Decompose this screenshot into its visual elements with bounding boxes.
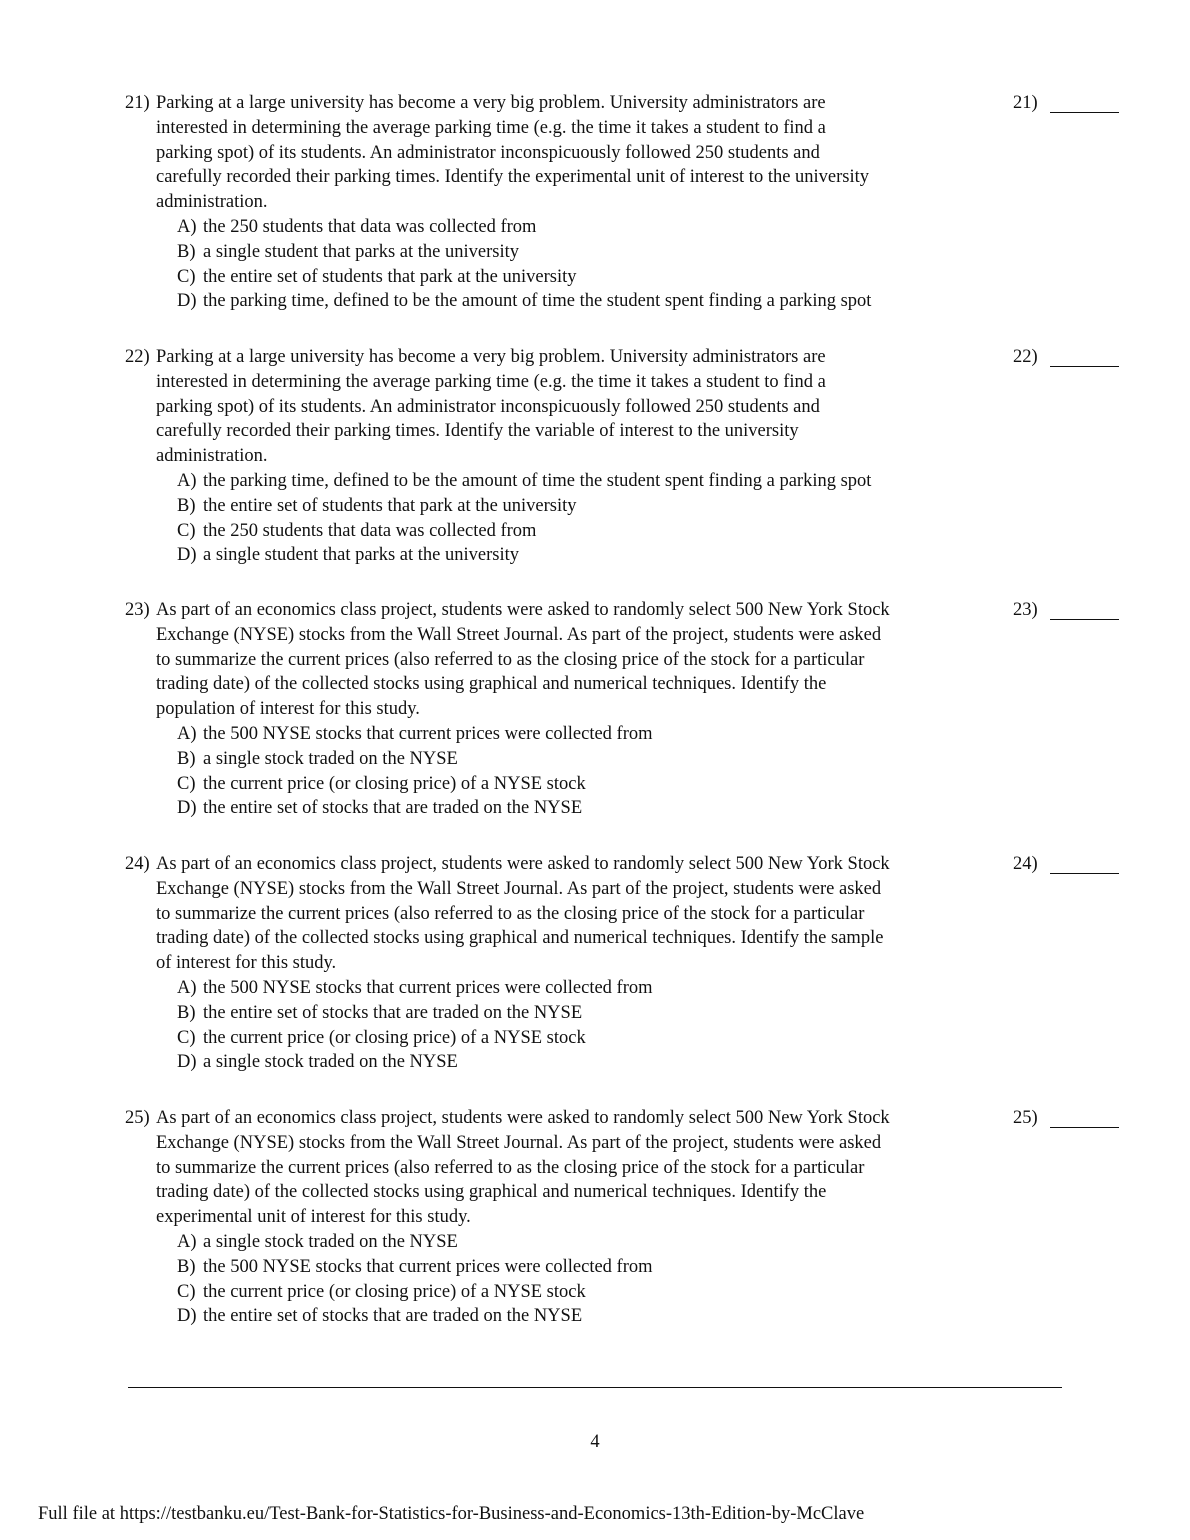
option-letter: D): [177, 545, 197, 566]
question-stem: As part of an economics class project, students were asked to randomly select 500 New York Stock Exchange (NYSE) stocks from the Wall Street Journal. As part of the project, students were asked to summarize the current prices (also referred to as the closing price of the stock for a particular trading date) of the collected stocks using graphical and numerical techniques. Identify the sample of interest for this study.: [156, 854, 890, 974]
option-b: [177, 240, 997, 265]
option-d: [177, 289, 997, 314]
option-letter: A): [177, 1232, 197, 1252]
option-text: the entire set of stocks that are traded on the NYSE: [203, 1002, 583, 1023]
source-note: Full file at https://testbanku.eu/Test-Bank-for-Statistics-for-Business-and-Economics-13th-Edition-by-McClave: [38, 1504, 865, 1524]
option-letter: A): [177, 978, 197, 998]
answer-blank-line[interactable]: [1050, 366, 1119, 367]
option-letter: D): [177, 798, 197, 819]
answer-label: 22): [1013, 347, 1038, 367]
question-22: [0, 345, 1190, 585]
option-text: the entire set of stocks that are traded on the NYSE: [203, 1306, 583, 1327]
option-letter: C): [177, 520, 196, 541]
option-d: [177, 796, 997, 821]
option-c: [177, 1280, 997, 1305]
question-23: [0, 598, 1190, 838]
option-text: the 250 students that data was collected from: [203, 520, 537, 541]
answer-options: [177, 215, 997, 314]
option-text: a single student that parks at the university: [203, 241, 519, 262]
answer-options: [177, 976, 997, 1075]
option-letter: B): [177, 1256, 196, 1277]
option-text: a single stock traded on the NYSE: [203, 1232, 458, 1252]
answer-blank-line[interactable]: [1050, 873, 1119, 874]
option-letter: D): [177, 1306, 197, 1327]
question-stem: Parking at a large university has become a very big problem. University administrators are interested in determining the average parking time (e.g. the time it takes a student to find a parking spot) of its students. An administrator inconspicuously followed 250 students and carefully recorded their parking times. Identify the variable of interest to the university administration.: [156, 347, 826, 467]
option-b: [177, 747, 997, 772]
option-text: the parking time, defined to be the amount of time the student spent finding a parking spot: [203, 471, 872, 491]
footer-divider: [128, 1387, 1062, 1388]
question-number: 24): [125, 854, 150, 874]
option-text: the 500 NYSE stocks that current prices were collected from: [203, 1256, 653, 1277]
option-c: [177, 519, 997, 544]
option-a: [177, 1230, 997, 1255]
answer-blank-line[interactable]: [1050, 1127, 1119, 1128]
answer-blank-line[interactable]: [1050, 619, 1119, 620]
option-a: [177, 215, 997, 240]
question-24: [0, 852, 1190, 1092]
option-text: the current price (or closing price) of a NYSE stock: [203, 1027, 586, 1048]
answer-label: 24): [1013, 854, 1038, 874]
option-text: the 500 NYSE stocks that current prices were collected from: [203, 978, 653, 998]
option-text: a single stock traded on the NYSE: [203, 748, 458, 769]
answer-label: 25): [1013, 1108, 1038, 1128]
option-a: [177, 469, 997, 494]
page-number: 4: [590, 1432, 600, 1452]
option-text: the current price (or closing price) of a NYSE stock: [203, 1281, 586, 1302]
option-b: [177, 1255, 997, 1280]
answer-options: [177, 1230, 997, 1329]
option-c: [177, 1026, 997, 1051]
question-21: [0, 91, 1190, 331]
option-text: the entire set of students that park at the university: [203, 266, 577, 287]
option-d: [177, 1304, 997, 1329]
option-letter: D): [177, 1052, 197, 1073]
question-number: 22): [125, 347, 150, 367]
option-c: [177, 265, 997, 290]
option-b: [177, 1001, 997, 1026]
question-25: [0, 1106, 1190, 1346]
question-stem: Parking at a large university has become a very big problem. University administrators are interested in determining the average parking time (e.g. the time it takes a student to find a parking spot) of its students. An administrator inconspicuously followed 250 students and carefully recorded their parking times. Identify the experimental unit of interest to the university administration.: [156, 93, 870, 213]
answer-label: 21): [1013, 93, 1038, 113]
option-text: the entire set of students that park at the university: [203, 495, 577, 516]
option-text: the 500 NYSE stocks that current prices were collected from: [203, 724, 653, 744]
option-c: [177, 772, 997, 797]
option-letter: A): [177, 724, 197, 744]
option-letter: C): [177, 1281, 196, 1302]
option-letter: B): [177, 241, 196, 262]
option-a: [177, 976, 997, 1001]
question-stem: As part of an economics class project, students were asked to randomly select 500 New York Stock Exchange (NYSE) stocks from the Wall Street Journal. As part of the project, students were asked to summarize the current prices (also referred to as the closing price of the stock for a particular trading date) of the collected stocks using graphical and numerical techniques. Identify the experimental unit of interest for this study.: [156, 1108, 890, 1228]
option-d: [177, 1050, 997, 1075]
option-text: the 250 students that data was collected from: [203, 217, 537, 237]
question-number: 21): [125, 93, 150, 113]
option-text: the entire set of stocks that are traded on the NYSE: [203, 798, 583, 819]
option-letter: B): [177, 748, 196, 769]
option-letter: B): [177, 1002, 196, 1023]
option-letter: A): [177, 471, 197, 491]
option-letter: C): [177, 266, 196, 287]
option-text: the parking time, defined to be the amount of time the student spent finding a parking spot: [203, 291, 872, 312]
option-letter: A): [177, 217, 197, 237]
option-d: [177, 543, 997, 568]
option-letter: C): [177, 1027, 196, 1048]
option-letter: B): [177, 495, 196, 516]
option-text: a single stock traded on the NYSE: [203, 1052, 458, 1073]
answer-options: [177, 722, 997, 821]
answer-blank-line[interactable]: [1050, 112, 1119, 113]
question-number: 23): [125, 600, 150, 620]
option-a: [177, 722, 997, 747]
option-b: [177, 494, 997, 519]
question-stem: As part of an economics class project, students were asked to randomly select 500 New York Stock Exchange (NYSE) stocks from the Wall Street Journal. As part of the project, students were asked to summarize the current prices (also referred to as the closing price of the stock for a particular trading date) of the collected stocks using graphical and numerical techniques. Identify the population of interest for this study.: [156, 600, 890, 720]
option-text: a single student that parks at the university: [203, 545, 519, 566]
option-letter: C): [177, 773, 196, 794]
option-text: the current price (or closing price) of a NYSE stock: [203, 773, 586, 794]
option-letter: D): [177, 291, 197, 312]
question-number: 25): [125, 1108, 150, 1128]
answer-options: [177, 469, 997, 568]
answer-label: 23): [1013, 600, 1038, 620]
